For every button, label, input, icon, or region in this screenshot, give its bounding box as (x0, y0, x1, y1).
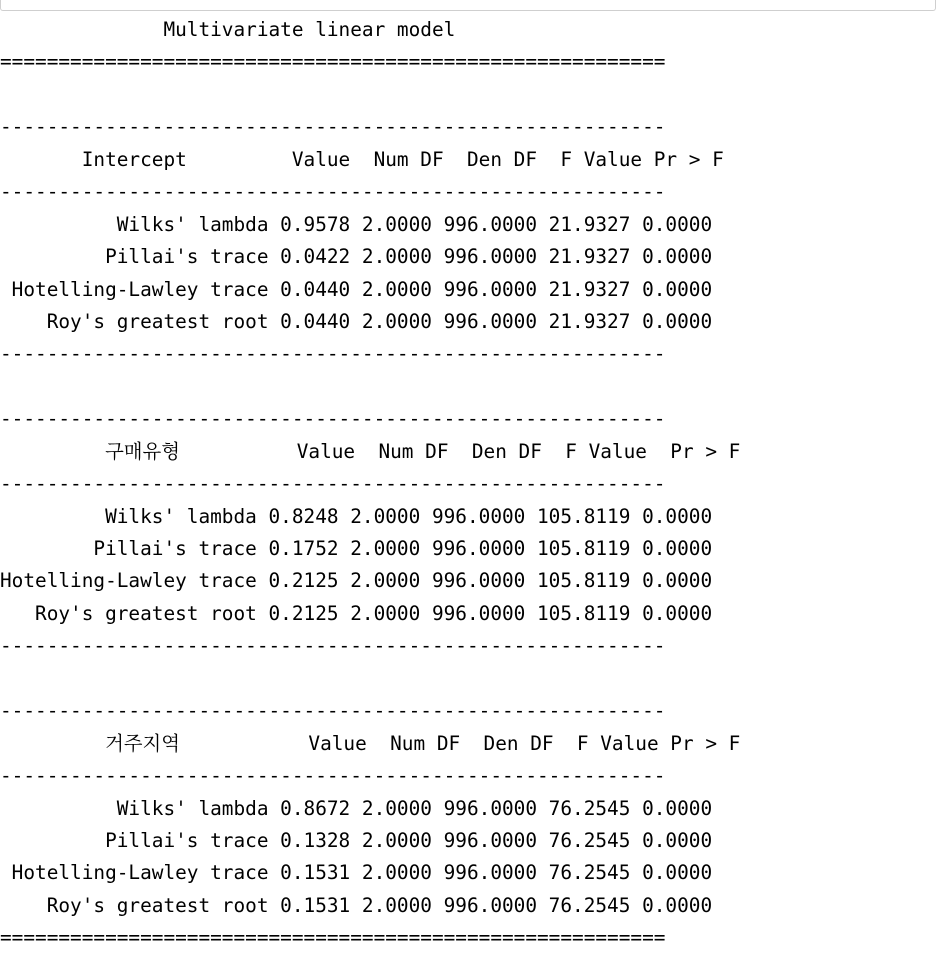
intercept-row-wilks: Wilks' lambda 0.9578 2.0000 996.0000 21.9327 0.0000 (0, 212, 713, 236)
purchase-type-row-wilks: Wilks' lambda 0.8248 2.0000 996.0000 105.8119 0.0000 (0, 504, 713, 528)
single-rule: --------------------------------------------------------- (0, 764, 666, 788)
single-rule: --------------------------------------------------------- (0, 342, 666, 366)
residence-region-row-wilks: Wilks' lambda 0.8672 2.0000 996.0000 76.2545 0.0000 (0, 796, 713, 820)
single-rule: --------------------------------------------------------- (0, 115, 666, 139)
single-rule: --------------------------------------------------------- (0, 699, 666, 723)
blank-line (0, 663, 740, 695)
blank-line (0, 79, 740, 111)
single-rule: --------------------------------------------------------- (0, 407, 666, 431)
single-rule: --------------------------------------------------------- (0, 472, 666, 496)
single-rule: --------------------------------------------------------- (0, 180, 666, 204)
residence-region-row-roy: Roy's greatest root 0.1531 2.0000 996.0000 76.2545 0.0000 (0, 893, 713, 917)
purchase-type-header-row: 구매유형 Value Num DF Den DF F Value Pr > F (0, 439, 741, 463)
model-summary-output (0, 14, 740, 955)
double-rule: ========================================================= (0, 926, 666, 950)
purchase-type-row-roy: Roy's greatest root 0.2125 2.0000 996.0000 105.8119 0.0000 (0, 601, 713, 625)
purchase-type-row-pillai: Pillai's trace 0.1752 2.0000 996.0000 105.8119 0.0000 (0, 537, 713, 560)
double-rule: ========================================================= (0, 50, 666, 74)
residence-region-row-pillai: Pillai's trace 0.1328 2.0000 996.0000 76.2545 0.0000 (0, 828, 713, 852)
intercept-header-row: Intercept Value Num DF Den DF F Value Pr > F (0, 147, 724, 171)
blank-line (0, 371, 740, 403)
single-rule: --------------------------------------------------------- (0, 634, 666, 658)
intercept-row-roy: Roy's greatest root 0.0440 2.0000 996.0000 21.9327 0.0000 (0, 309, 713, 333)
residence-region-row-hotelling: Hotelling-Lawley trace 0.1531 2.0000 996.0000 76.2545 0.0000 (0, 861, 713, 885)
intercept-row-pillai: Pillai's trace 0.0422 2.0000 996.0000 21.9327 0.0000 (0, 245, 713, 269)
model-title: Multivariate linear model (0, 18, 456, 41)
residence-region-header-row: 거주지역 Value Num DF Den DF F Value Pr > F (0, 731, 741, 755)
output-cell-frame (0, 0, 936, 11)
purchase-type-row-hotelling: Hotelling-Lawley trace 0.2125 2.0000 996.0000 105.8119 0.0000 (0, 569, 713, 593)
intercept-row-hotelling: Hotelling-Lawley trace 0.0440 2.0000 996.0000 21.9327 0.0000 (0, 277, 713, 301)
